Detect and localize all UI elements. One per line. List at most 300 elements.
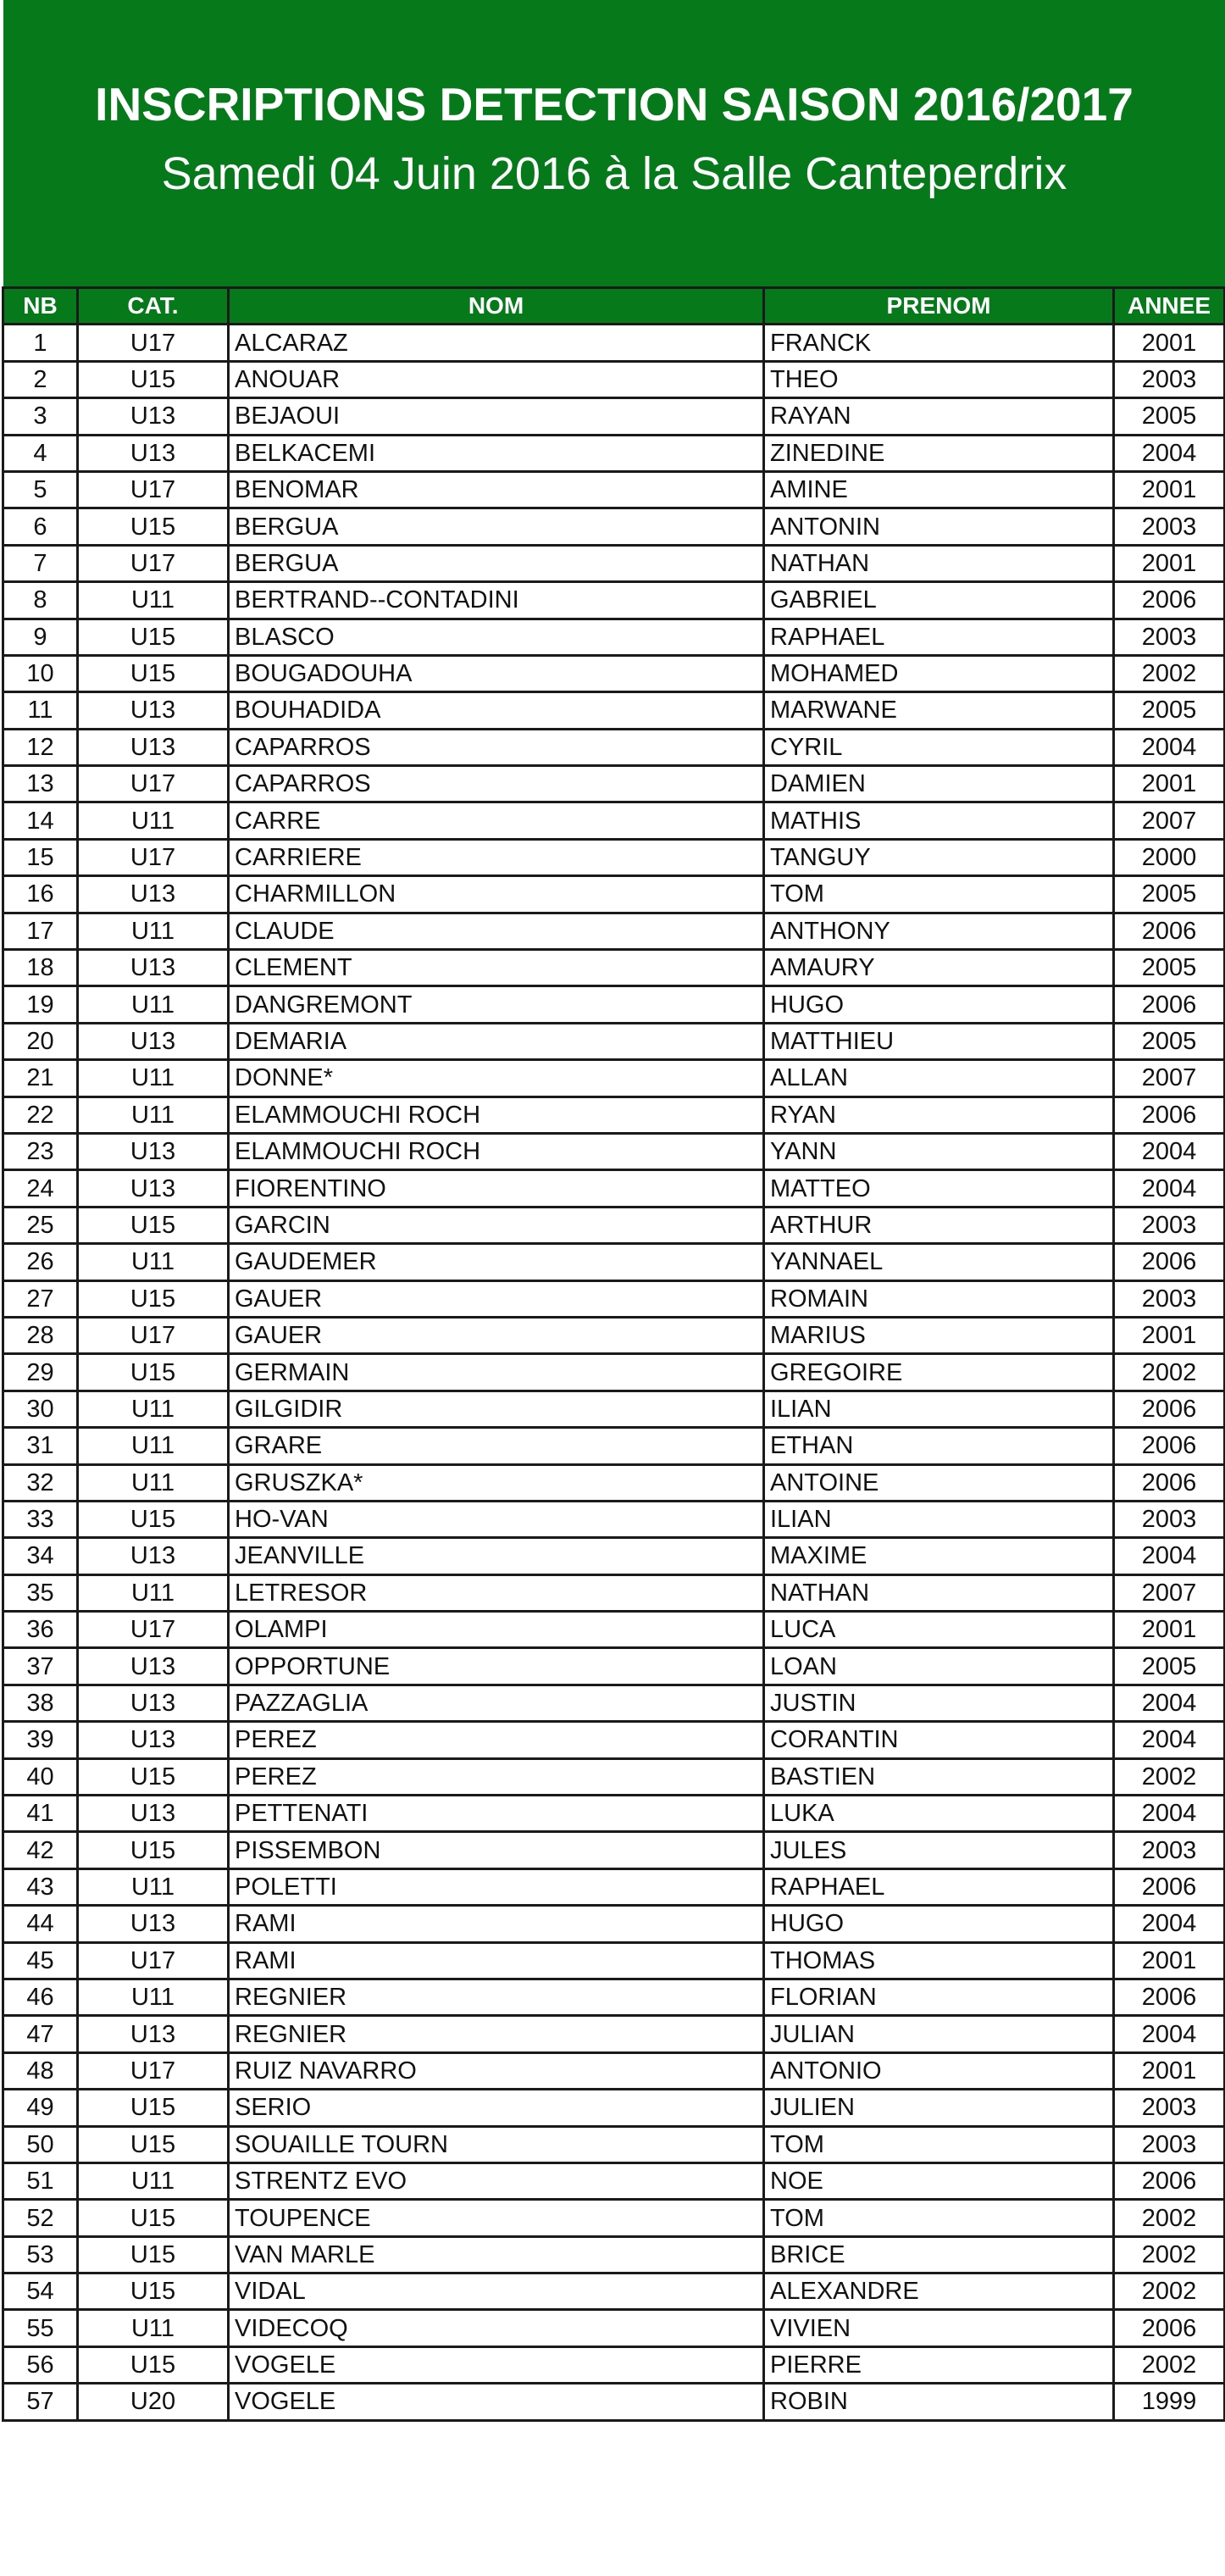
cell-last-name: OPPORTUNE [229, 1648, 764, 1685]
table-row [3, 766, 1225, 802]
cell-first-name: ANTHONY [764, 913, 1114, 949]
cell-nb: 10 [3, 655, 78, 691]
cell-year: 2005 [1114, 1023, 1225, 1059]
cell-nb: 21 [3, 1060, 78, 1096]
cell-year: 2001 [1114, 1942, 1225, 1979]
cell-last-name: REGNIER [229, 1979, 764, 2015]
cell-category: U17 [78, 325, 229, 361]
cell-category: U15 [78, 508, 229, 545]
table-row [3, 1979, 1225, 2015]
table-row [3, 1391, 1225, 1427]
cell-nb: 25 [3, 1207, 78, 1243]
table-row [3, 1023, 1225, 1059]
cell-nb: 31 [3, 1428, 78, 1464]
cell-nb: 22 [3, 1096, 78, 1133]
cell-last-name: CLEMENT [229, 950, 764, 986]
cell-nb: 1 [3, 325, 78, 361]
cell-category: U17 [78, 766, 229, 802]
cell-last-name: DANGREMONT [229, 986, 764, 1023]
cell-nb: 13 [3, 766, 78, 802]
cell-year: 2003 [1114, 508, 1225, 545]
cell-year: 2002 [1114, 2200, 1225, 2236]
cell-first-name: PIERRE [764, 2346, 1114, 2383]
column-header-nb: NB [3, 288, 78, 325]
cell-category: U13 [78, 1133, 229, 1169]
cell-category: U11 [78, 1979, 229, 2015]
cell-last-name: ELAMMOUCHI ROCH [229, 1133, 764, 1169]
cell-last-name: PETTENATI [229, 1796, 764, 1832]
cell-first-name: AMAURY [764, 950, 1114, 986]
document-header [3, 0, 1225, 286]
cell-year: 2004 [1114, 2016, 1225, 2052]
table-row [3, 1170, 1225, 1207]
cell-category: U11 [78, 1574, 229, 1611]
table-row [3, 802, 1225, 839]
table-row [3, 1832, 1225, 1868]
table-row [3, 1317, 1225, 1353]
cell-year: 2002 [1114, 1758, 1225, 1795]
cell-nb: 11 [3, 692, 78, 729]
cell-nb: 8 [3, 582, 78, 619]
cell-last-name: HO-VAN [229, 1501, 764, 1537]
cell-year: 2003 [1114, 1207, 1225, 1243]
cell-nb: 56 [3, 2346, 78, 2383]
cell-nb: 57 [3, 2384, 78, 2420]
cell-year: 2002 [1114, 655, 1225, 691]
cell-year: 2001 [1114, 2052, 1225, 2089]
cell-year: 2006 [1114, 1979, 1225, 2015]
cell-last-name: FIORENTINO [229, 1170, 764, 1207]
cell-category: U15 [78, 2236, 229, 2273]
cell-nb: 47 [3, 2016, 78, 2052]
cell-nb: 6 [3, 508, 78, 545]
table-row [3, 2384, 1225, 2420]
cell-nb: 50 [3, 2126, 78, 2162]
cell-first-name: MATHIS [764, 802, 1114, 839]
cell-category: U13 [78, 950, 229, 986]
cell-first-name: BRICE [764, 2236, 1114, 2273]
cell-category: U13 [78, 1722, 229, 1758]
cell-first-name: JULIEN [764, 2090, 1114, 2126]
cell-first-name: CYRIL [764, 729, 1114, 765]
cell-nb: 14 [3, 802, 78, 839]
cell-last-name: BERGUA [229, 545, 764, 581]
cell-first-name: HUGO [764, 1906, 1114, 1942]
cell-category: U15 [78, 2090, 229, 2126]
cell-first-name: ILIAN [764, 1391, 1114, 1427]
table-row [3, 986, 1225, 1023]
cell-category: U15 [78, 2346, 229, 2383]
cell-last-name: ANOUAR [229, 361, 764, 397]
table-row [3, 913, 1225, 949]
cell-year: 2002 [1114, 2346, 1225, 2383]
table-body [3, 325, 1225, 2420]
cell-year: 2006 [1114, 1868, 1225, 1905]
cell-category: U15 [78, 1501, 229, 1537]
column-header-annee: ANNEE [1114, 288, 1225, 325]
cell-category: U15 [78, 1207, 229, 1243]
cell-nb: 45 [3, 1942, 78, 1979]
cell-last-name: BOUHADIDA [229, 692, 764, 729]
cell-last-name: CLAUDE [229, 913, 764, 949]
cell-nb: 24 [3, 1170, 78, 1207]
cell-first-name: BASTIEN [764, 1758, 1114, 1795]
cell-category: U15 [78, 361, 229, 397]
table-row [3, 398, 1225, 435]
cell-category: U15 [78, 1354, 229, 1391]
cell-year: 2005 [1114, 1648, 1225, 1685]
cell-nb: 15 [3, 839, 78, 875]
cell-first-name: ZINEDINE [764, 435, 1114, 471]
cell-year: 2006 [1114, 1391, 1225, 1427]
cell-last-name: GAUDEMER [229, 1244, 764, 1280]
table-row [3, 2346, 1225, 2383]
cell-first-name: CORANTIN [764, 1722, 1114, 1758]
cell-category: U13 [78, 398, 229, 435]
cell-category: U11 [78, 1391, 229, 1427]
cell-year: 2004 [1114, 435, 1225, 471]
table-row [3, 325, 1225, 361]
cell-nb: 53 [3, 2236, 78, 2273]
cell-last-name: VAN MARLE [229, 2236, 764, 2273]
cell-year: 2004 [1114, 729, 1225, 765]
cell-category: U13 [78, 692, 229, 729]
cell-first-name: ALEXANDRE [764, 2273, 1114, 2310]
cell-category: U13 [78, 1170, 229, 1207]
table-row [3, 729, 1225, 765]
cell-first-name: VIVIEN [764, 2310, 1114, 2346]
cell-year: 2006 [1114, 2310, 1225, 2346]
cell-nb: 42 [3, 1832, 78, 1868]
cell-year: 2006 [1114, 913, 1225, 949]
table-row [3, 2090, 1225, 2126]
cell-year: 2001 [1114, 1612, 1225, 1648]
cell-year: 2001 [1114, 766, 1225, 802]
cell-nb: 20 [3, 1023, 78, 1059]
table-row [3, 2162, 1225, 2199]
cell-nb: 43 [3, 1868, 78, 1905]
table-row [3, 471, 1225, 508]
cell-category: U17 [78, 1317, 229, 1353]
cell-nb: 32 [3, 1464, 78, 1501]
cell-year: 2004 [1114, 1722, 1225, 1758]
cell-first-name: ROBIN [764, 2384, 1114, 2420]
cell-category: U17 [78, 471, 229, 508]
cell-first-name: JULIAN [764, 2016, 1114, 2052]
cell-last-name: CARRE [229, 802, 764, 839]
column-header-prenom: PRENOM [764, 288, 1114, 325]
cell-last-name: BENOMAR [229, 471, 764, 508]
cell-nb: 30 [3, 1391, 78, 1427]
cell-category: U13 [78, 729, 229, 765]
cell-year: 2005 [1114, 876, 1225, 913]
cell-year: 2004 [1114, 1906, 1225, 1942]
cell-year: 2006 [1114, 1096, 1225, 1133]
cell-year: 2001 [1114, 1317, 1225, 1353]
cell-last-name: BEJAOUI [229, 398, 764, 435]
table-row [3, 545, 1225, 581]
cell-year: 2003 [1114, 619, 1225, 655]
cell-year: 2001 [1114, 325, 1225, 361]
table-row [3, 1722, 1225, 1758]
cell-first-name: GABRIEL [764, 582, 1114, 619]
document-subtitle: Samedi 04 Juin 2016 à la Salle Canteperdrix [161, 148, 1067, 199]
cell-category: U11 [78, 1096, 229, 1133]
cell-last-name: STRENTZ EVO [229, 2162, 764, 2199]
cell-first-name: ILIAN [764, 1501, 1114, 1537]
cell-year: 2007 [1114, 1060, 1225, 1096]
cell-last-name: PEREZ [229, 1758, 764, 1795]
table-row [3, 1244, 1225, 1280]
cell-category: U11 [78, 582, 229, 619]
cell-first-name: DAMIEN [764, 766, 1114, 802]
cell-nb: 12 [3, 729, 78, 765]
cell-category: U20 [78, 2384, 229, 2420]
cell-category: U15 [78, 1280, 229, 1317]
table-row [3, 1060, 1225, 1096]
table-row [3, 582, 1225, 619]
cell-last-name: PEREZ [229, 1722, 764, 1758]
cell-last-name: GRARE [229, 1428, 764, 1464]
cell-first-name: MARIUS [764, 1317, 1114, 1353]
table-row [3, 2273, 1225, 2310]
table-row [3, 361, 1225, 397]
cell-first-name: FRANCK [764, 325, 1114, 361]
cell-last-name: GERMAIN [229, 1354, 764, 1391]
cell-first-name: ETHAN [764, 1428, 1114, 1464]
table-row [3, 1942, 1225, 1979]
cell-year: 2004 [1114, 1538, 1225, 1574]
cell-year: 2006 [1114, 1464, 1225, 1501]
cell-last-name: JEANVILLE [229, 1538, 764, 1574]
cell-nb: 44 [3, 1906, 78, 1942]
cell-first-name: RAYAN [764, 398, 1114, 435]
cell-first-name: JUSTIN [764, 1685, 1114, 1721]
cell-first-name: TOM [764, 876, 1114, 913]
cell-last-name: REGNIER [229, 2016, 764, 2052]
cell-year: 2001 [1114, 545, 1225, 581]
cell-last-name: RAMI [229, 1942, 764, 1979]
cell-nb: 38 [3, 1685, 78, 1721]
table-row [3, 1096, 1225, 1133]
cell-last-name: VIDAL [229, 2273, 764, 2310]
cell-year: 2003 [1114, 1832, 1225, 1868]
cell-last-name: VIDECOQ [229, 2310, 764, 2346]
cell-category: U11 [78, 913, 229, 949]
cell-nb: 51 [3, 2162, 78, 2199]
cell-first-name: YANNAEL [764, 1244, 1114, 1280]
cell-first-name: HUGO [764, 986, 1114, 1023]
cell-nb: 29 [3, 1354, 78, 1391]
cell-first-name: MOHAMED [764, 655, 1114, 691]
table-row [3, 1354, 1225, 1391]
cell-last-name: POLETTI [229, 1868, 764, 1905]
cell-last-name: ALCARAZ [229, 325, 764, 361]
cell-first-name: NOE [764, 2162, 1114, 2199]
cell-first-name: MATTHIEU [764, 1023, 1114, 1059]
cell-first-name: TOM [764, 2126, 1114, 2162]
cell-category: U17 [78, 2052, 229, 2089]
cell-first-name: RAPHAEL [764, 619, 1114, 655]
cell-first-name: ALLAN [764, 1060, 1114, 1096]
cell-first-name: RYAN [764, 1096, 1114, 1133]
cell-nb: 52 [3, 2200, 78, 2236]
table-row [3, 1133, 1225, 1169]
cell-category: U11 [78, 1244, 229, 1280]
cell-nb: 18 [3, 950, 78, 986]
cell-category: U17 [78, 1612, 229, 1648]
cell-year: 1999 [1114, 2384, 1225, 2420]
cell-category: U17 [78, 545, 229, 581]
cell-year: 2003 [1114, 361, 1225, 397]
cell-category: U13 [78, 1796, 229, 1832]
cell-last-name: TOUPENCE [229, 2200, 764, 2236]
cell-nb: 23 [3, 1133, 78, 1169]
cell-last-name: GRUSZKA* [229, 1464, 764, 1501]
cell-last-name: GARCIN [229, 1207, 764, 1243]
table-row [3, 1685, 1225, 1721]
cell-category: U11 [78, 2162, 229, 2199]
cell-nb: 33 [3, 1501, 78, 1537]
table-row [3, 1612, 1225, 1648]
cell-nb: 26 [3, 1244, 78, 1280]
cell-nb: 9 [3, 619, 78, 655]
table-row [3, 655, 1225, 691]
cell-last-name: RAMI [229, 1906, 764, 1942]
cell-year: 2000 [1114, 839, 1225, 875]
cell-category: U13 [78, 1538, 229, 1574]
cell-year: 2003 [1114, 2090, 1225, 2126]
cell-first-name: ARTHUR [764, 1207, 1114, 1243]
table-row [3, 435, 1225, 471]
cell-last-name: VOGELE [229, 2346, 764, 2383]
cell-last-name: BOUGADOUHA [229, 655, 764, 691]
table-row [3, 1538, 1225, 1574]
table-header [3, 288, 1225, 325]
cell-year: 2003 [1114, 2126, 1225, 2162]
cell-last-name: PAZZAGLIA [229, 1685, 764, 1721]
cell-year: 2004 [1114, 1685, 1225, 1721]
cell-category: U11 [78, 1464, 229, 1501]
table-row [3, 2200, 1225, 2236]
cell-last-name: VOGELE [229, 2384, 764, 2420]
cell-first-name: MARWANE [764, 692, 1114, 729]
table-row [3, 1464, 1225, 1501]
cell-last-name: GAUER [229, 1317, 764, 1353]
cell-first-name: LUKA [764, 1796, 1114, 1832]
table-row [3, 508, 1225, 545]
table-row [3, 950, 1225, 986]
cell-year: 2001 [1114, 471, 1225, 508]
cell-category: U11 [78, 986, 229, 1023]
cell-last-name: CHARMILLON [229, 876, 764, 913]
cell-first-name: LOAN [764, 1648, 1114, 1685]
table-row [3, 1648, 1225, 1685]
table-row [3, 1868, 1225, 1905]
cell-nb: 19 [3, 986, 78, 1023]
cell-category: U15 [78, 619, 229, 655]
cell-nb: 5 [3, 471, 78, 508]
cell-category: U15 [78, 2273, 229, 2310]
table-row [3, 619, 1225, 655]
cell-first-name: YANN [764, 1133, 1114, 1169]
cell-last-name: LETRESOR [229, 1574, 764, 1611]
table-row [3, 1906, 1225, 1942]
cell-nb: 49 [3, 2090, 78, 2126]
cell-year: 2003 [1114, 1501, 1225, 1537]
cell-first-name: TOM [764, 2200, 1114, 2236]
cell-year: 2004 [1114, 1796, 1225, 1832]
table-row [3, 1207, 1225, 1243]
column-header-cat: CAT. [78, 288, 229, 325]
cell-category: U11 [78, 802, 229, 839]
cell-nb: 54 [3, 2273, 78, 2310]
cell-first-name: ANTONIO [764, 2052, 1114, 2089]
cell-year: 2005 [1114, 950, 1225, 986]
cell-first-name: ANTONIN [764, 508, 1114, 545]
document-title: INSCRIPTIONS DETECTION SAISON 2016/2017 [95, 78, 1134, 130]
cell-category: U17 [78, 839, 229, 875]
cell-year: 2006 [1114, 1244, 1225, 1280]
cell-nb: 27 [3, 1280, 78, 1317]
table-row [3, 1280, 1225, 1317]
cell-last-name: DEMARIA [229, 1023, 764, 1059]
cell-nb: 36 [3, 1612, 78, 1648]
cell-year: 2007 [1114, 802, 1225, 839]
cell-last-name: GILGIDIR [229, 1391, 764, 1427]
table-row [3, 2126, 1225, 2162]
cell-year: 2003 [1114, 1280, 1225, 1317]
cell-category: U15 [78, 2200, 229, 2236]
cell-nb: 4 [3, 435, 78, 471]
cell-nb: 3 [3, 398, 78, 435]
cell-nb: 35 [3, 1574, 78, 1611]
cell-year: 2005 [1114, 692, 1225, 729]
cell-first-name: AMINE [764, 471, 1114, 508]
table-row [3, 2016, 1225, 2052]
cell-first-name: ROMAIN [764, 1280, 1114, 1317]
cell-first-name: MATTEO [764, 1170, 1114, 1207]
cell-category: U15 [78, 2126, 229, 2162]
cell-year: 2004 [1114, 1133, 1225, 1169]
table-row [3, 839, 1225, 875]
cell-category: U15 [78, 655, 229, 691]
cell-year: 2002 [1114, 2236, 1225, 2273]
cell-last-name: BELKACEMI [229, 435, 764, 471]
cell-nb: 39 [3, 1722, 78, 1758]
cell-year: 2004 [1114, 1170, 1225, 1207]
table-row [3, 692, 1225, 729]
column-header-nom: NOM [229, 288, 764, 325]
cell-category: U17 [78, 1942, 229, 1979]
cell-first-name: JULES [764, 1832, 1114, 1868]
cell-last-name: CARRIERE [229, 839, 764, 875]
cell-category: U11 [78, 2310, 229, 2346]
table-row [3, 1428, 1225, 1464]
cell-first-name: GREGOIRE [764, 1354, 1114, 1391]
cell-nb: 55 [3, 2310, 78, 2346]
cell-last-name: DONNE* [229, 1060, 764, 1096]
cell-first-name: NATHAN [764, 545, 1114, 581]
cell-category: U15 [78, 1832, 229, 1868]
cell-category: U11 [78, 1428, 229, 1464]
cell-nb: 40 [3, 1758, 78, 1795]
cell-last-name: SOUAILLE TOURN [229, 2126, 764, 2162]
cell-first-name: LUCA [764, 1612, 1114, 1648]
cell-nb: 28 [3, 1317, 78, 1353]
cell-first-name: TANGUY [764, 839, 1114, 875]
cell-last-name: BERGUA [229, 508, 764, 545]
